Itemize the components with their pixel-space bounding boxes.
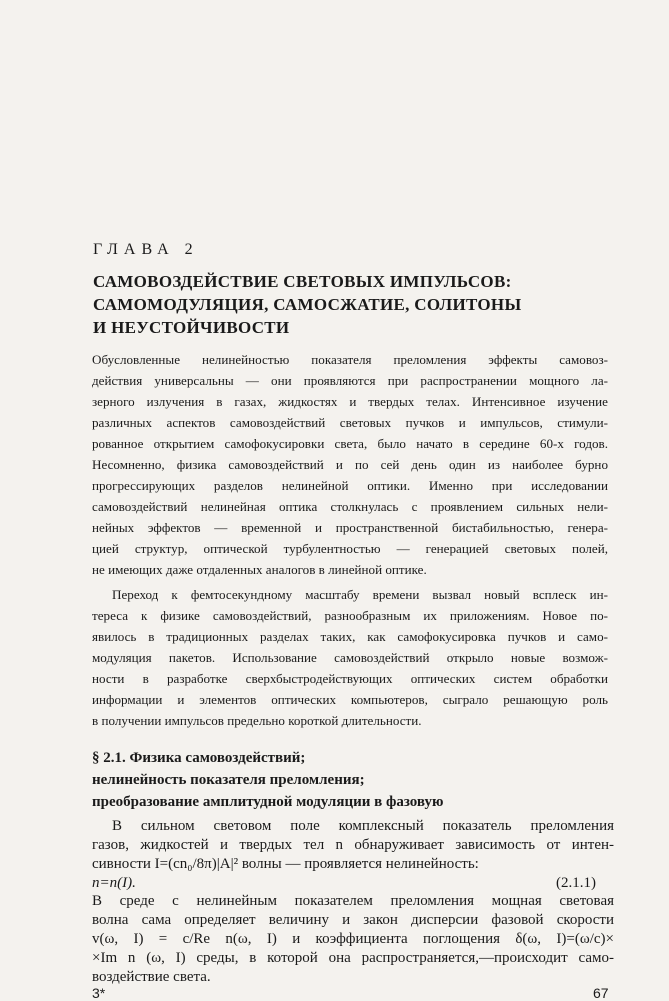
chapter-label: ГЛАВА 2 xyxy=(93,241,199,258)
intro-line: нейных эффектов — временной и пространственной бистабильностью, генера- xyxy=(92,520,608,535)
body-line: воздействие света. xyxy=(92,969,211,985)
intro-line: Обусловленные нелинейностью показателя преломления эффекты самовоз- xyxy=(92,352,608,367)
intro-line: модуляция пакетов. Использование самовоздействий открыло новые возмож- xyxy=(92,650,608,665)
body-line: ×Im n (ω, I) среды, в которой она распространяется,—происходит само- xyxy=(92,950,614,966)
intro-line: различных аспектов самовоздействий световых пучков и импульсов, стимули- xyxy=(92,415,608,430)
footer-signature xyxy=(92,986,105,1000)
body-line: газов, жидкостей и твердых тел n обнаруживает зависимость от интен- xyxy=(92,837,614,853)
intro-line: прогрессирующих разделов нелинейной оптики. Именно при исследовании xyxy=(92,478,608,493)
intro-line: информации и элементов оптических компьютеров, сыграло решающую роль xyxy=(92,692,608,707)
equation-number: (2.1.1) xyxy=(556,875,596,891)
intro-line: Несомненно, физика самовоздействий и по сей день один из наиболее бурно xyxy=(92,457,608,472)
page-number-text: 67 xyxy=(593,985,609,1001)
body-line: волна сама определяет величину и закон дисперсии фазовой скорости xyxy=(92,912,614,928)
body-line: В сильном световом поле комплексный показатель преломления xyxy=(112,818,614,834)
body-line: В среде с нелинейным показателем преломления мощная световая xyxy=(92,893,614,909)
intro-line: тереса к физике самовоздействий, разнообразным их приложениям. Новое по- xyxy=(92,608,608,623)
intro-line: в получении импульсов предельно короткой длительности. xyxy=(92,713,422,728)
intro-line: действия универсальны — они проявляются при распространении мощного ла- xyxy=(92,373,608,388)
chapter-title-line: САМОВОЗДЕЙСТВИЕ СВЕТОВЫХ ИМПУЛЬСОВ: xyxy=(93,272,512,291)
chapter-title-line: И НЕУСТОЙЧИВОСТИ xyxy=(93,318,290,337)
footer-signature-text: 3* xyxy=(92,985,106,1001)
intro-line: не имеющих даже отдаленных аналогов в линейной оптике. xyxy=(92,562,427,577)
intro-line: цией структур, оптической турбулентностью — генерацией световых полей, xyxy=(92,541,608,556)
intro-line: самовоздействий нелинейная оптика столкнулась с проявлением сильных нели- xyxy=(92,499,608,514)
intro-line: рованное открытием самофокусировки света, было начато в середине 60-х годов. xyxy=(92,436,608,451)
section-heading-line: § 2.1. Физика самовоздействий; xyxy=(92,750,306,766)
page-number xyxy=(593,986,609,1000)
equation: n=n(I). xyxy=(92,875,136,891)
body-line: v(ω, I) = c/Re n(ω, I) и коэффициента поглощения δ(ω, I)=(ω/c)× xyxy=(92,931,614,947)
chapter-title-line: САМОМОДУЛЯЦИЯ, САМОСЖАТИЕ, СОЛИТОНЫ xyxy=(93,295,522,314)
intro-line: явилось в традиционных разделах таких, как самофокусировка пучков и само- xyxy=(92,629,608,644)
intro-line: ности в разработке сверхбыстродействующих оптических систем обработки xyxy=(92,671,608,686)
intro-line: Переход к фемтосекундному масштабу времени вызвал новый всплеск ин- xyxy=(112,587,608,602)
section-heading-line: преобразование амплитудной модуляции в фазовую xyxy=(92,794,444,810)
body-line: сивности I=(cn₀/8π)|A|² волны — проявляется нелинейность: xyxy=(92,856,479,872)
section-heading-line: нелинейность показателя преломления; xyxy=(92,772,365,788)
intro-line: зерного излучения в газах, жидкостях и твердых телах. Интенсивное изучение xyxy=(92,394,608,409)
